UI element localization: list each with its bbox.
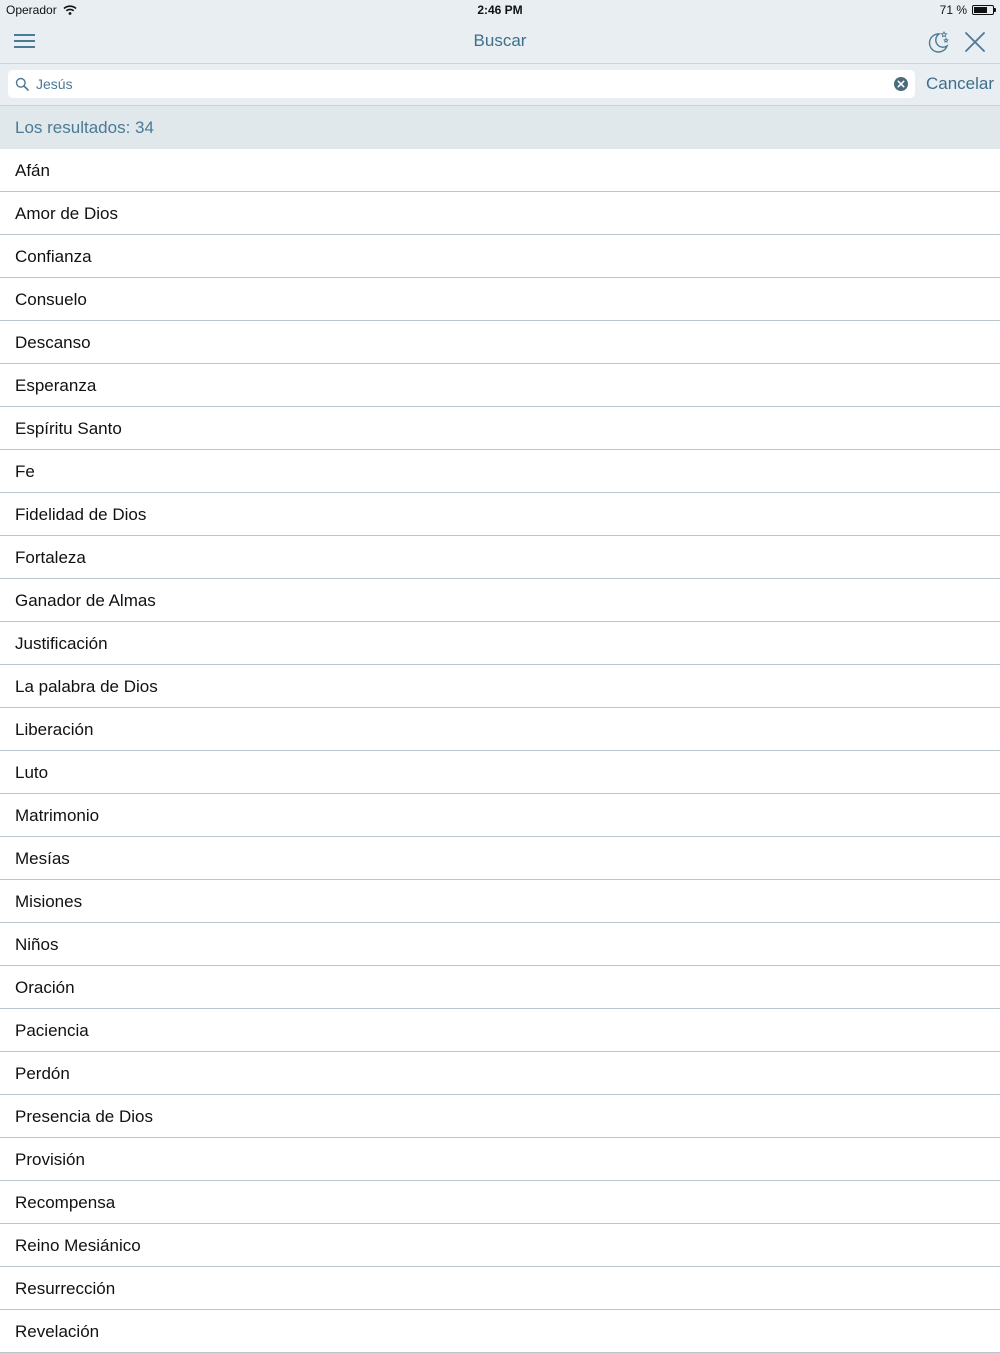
night-mode-button[interactable] <box>926 29 952 55</box>
list-item[interactable] <box>0 579 1000 622</box>
list-item-label: Liberación <box>15 720 94 739</box>
list-item[interactable] <box>0 708 1000 751</box>
list-item[interactable] <box>0 235 1000 278</box>
list-item-label: Presencia de Dios <box>15 1107 153 1126</box>
results-list <box>0 149 1000 1353</box>
list-item-label: Recompensa <box>15 1193 116 1212</box>
status-right <box>940 3 994 17</box>
list-item-label: Perdón <box>15 1064 70 1083</box>
search-input[interactable] <box>36 72 886 96</box>
search-field[interactable] <box>8 70 915 98</box>
battery-fill <box>974 7 987 13</box>
cancel-button[interactable]: Cancelar <box>926 74 995 93</box>
search-bar <box>0 64 1000 106</box>
battery-icon <box>972 5 994 15</box>
status-bar <box>0 0 1000 20</box>
status-time: 2:46 PM <box>477 3 523 17</box>
list-item-label: Matrimonio <box>15 806 100 825</box>
list-item-label: Ganador de Almas <box>15 591 156 610</box>
list-item-label: Amor de Dios <box>15 204 118 223</box>
list-item-label: Paciencia <box>15 1021 89 1040</box>
list-item-label: La palabra de Dios <box>15 677 158 696</box>
list-item-label: Esperanza <box>15 376 97 395</box>
list-item[interactable] <box>0 1009 1000 1052</box>
list-item-label: Oración <box>15 978 75 997</box>
close-icon <box>962 29 988 55</box>
list-item-label: Resurrección <box>15 1279 116 1298</box>
results-header <box>0 106 1000 149</box>
list-item[interactable] <box>0 321 1000 364</box>
list-item[interactable] <box>0 1310 1000 1353</box>
list-item[interactable] <box>0 364 1000 407</box>
list-item[interactable] <box>0 837 1000 880</box>
search-icon <box>15 77 29 91</box>
list-item-label: Afán <box>15 161 50 180</box>
list-item[interactable] <box>0 966 1000 1009</box>
carrier-label: Operador <box>6 3 57 17</box>
list-item-label: Consuelo <box>15 290 87 309</box>
list-item-label: Justificación <box>15 634 108 653</box>
list-item[interactable] <box>0 450 1000 493</box>
list-item[interactable] <box>0 278 1000 321</box>
list-item-label: Fe <box>15 462 35 481</box>
list-item[interactable] <box>0 1224 1000 1267</box>
list-item-label: Luto <box>15 763 49 782</box>
list-item-label: Provisión <box>15 1150 85 1169</box>
list-item[interactable] <box>0 880 1000 923</box>
list-item[interactable] <box>0 751 1000 794</box>
list-item[interactable] <box>0 923 1000 966</box>
list-item-label: Reino Mesiánico <box>15 1236 141 1255</box>
list-item[interactable] <box>0 1095 1000 1138</box>
moon-stars-icon <box>926 29 952 55</box>
battery-percent: 71 % <box>939 3 967 17</box>
list-item[interactable] <box>0 1267 1000 1310</box>
list-item[interactable] <box>0 665 1000 708</box>
navigation-bar <box>0 20 1000 64</box>
list-item[interactable] <box>0 1181 1000 1224</box>
clear-search-icon[interactable] <box>893 76 909 92</box>
list-item[interactable] <box>0 794 1000 837</box>
list-item-label: Fidelidad de Dios <box>15 505 147 524</box>
list-item[interactable] <box>0 149 1000 192</box>
list-item-label: Misiones <box>15 892 83 911</box>
page-title: Buscar <box>473 31 527 50</box>
list-item-label: Revelación <box>15 1322 100 1341</box>
list-item-label: Descanso <box>15 333 91 352</box>
list-item-label: Espíritu Santo <box>15 419 122 438</box>
list-item[interactable] <box>0 407 1000 450</box>
list-item[interactable] <box>0 493 1000 536</box>
list-item[interactable] <box>0 1138 1000 1181</box>
list-item[interactable] <box>0 1052 1000 1095</box>
list-item-label: Mesías <box>15 849 70 868</box>
close-button[interactable] <box>962 29 988 55</box>
list-item[interactable] <box>0 192 1000 235</box>
list-item-label: Fortaleza <box>15 548 86 567</box>
list-item[interactable] <box>0 622 1000 665</box>
list-item-label: Niños <box>15 935 59 954</box>
results-count: Los resultados: 34 <box>15 118 154 137</box>
list-item[interactable] <box>0 536 1000 579</box>
list-item-label: Confianza <box>15 247 92 266</box>
